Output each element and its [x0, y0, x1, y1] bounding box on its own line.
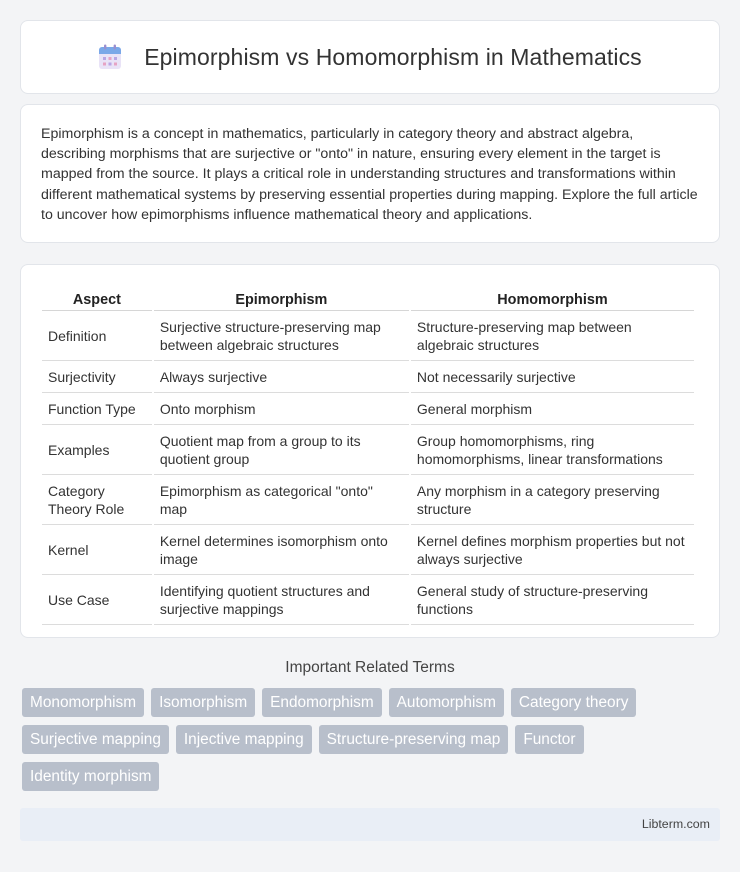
- cell-aspect: Category Theory Role: [42, 475, 152, 525]
- table-row: [42, 425, 694, 475]
- cell-homomorphism: General morphism: [411, 393, 694, 425]
- table-row: [42, 361, 694, 393]
- table-row: [42, 393, 694, 425]
- cell-homomorphism: Structure-preserving map between algebraic structures: [411, 311, 694, 361]
- footer: [20, 808, 720, 841]
- intro-card: [20, 104, 720, 243]
- table-row: [42, 575, 694, 625]
- cell-epimorphism: Onto morphism: [154, 393, 409, 425]
- related-terms-title: Important Related Terms: [285, 659, 455, 676]
- page-title: Epimorphism vs Homomorphism in Mathematics: [144, 43, 642, 70]
- cell-aspect: Function Type: [42, 393, 152, 425]
- footer-site-link[interactable]: Libterm.com: [641, 817, 710, 831]
- cell-epimorphism: Identifying quotient structures and surjective mappings: [154, 575, 409, 625]
- cell-epimorphism: Epimorphism as categorical "onto" map: [154, 475, 409, 525]
- comparison-card: [20, 264, 720, 638]
- cell-epimorphism: Quotient map from a group to its quotient group: [154, 425, 409, 475]
- cell-aspect: Examples: [42, 425, 152, 475]
- related-terms-list: [22, 688, 682, 791]
- related-tag[interactable]: Surjective mapping: [22, 725, 169, 754]
- table-row: [42, 525, 694, 575]
- cell-homomorphism: Any morphism in a category preserving structure: [411, 475, 694, 525]
- header-aspect: Aspect: [42, 285, 152, 311]
- calendar-icon: [98, 44, 122, 70]
- cell-epimorphism: Surjective structure-preserving map between algebraic structures: [154, 311, 409, 361]
- header-epimorphism: Epimorphism: [154, 285, 409, 311]
- cell-homomorphism: Kernel defines morphism properties but not always surjective: [411, 525, 694, 575]
- cell-aspect: Kernel: [42, 525, 152, 575]
- table-row: [42, 311, 694, 361]
- comparison-table: [40, 285, 696, 625]
- related-tag[interactable]: Injective mapping: [176, 725, 312, 754]
- cell-homomorphism: Group homomorphisms, ring homomorphisms, linear transformations: [411, 425, 694, 475]
- cell-aspect: Use Case: [42, 575, 152, 625]
- related-tag[interactable]: Endomorphism: [262, 688, 382, 717]
- related-tag[interactable]: Identity morphism: [22, 762, 159, 791]
- cell-epimorphism: Kernel determines isomorphism onto image: [154, 525, 409, 575]
- table-row: [42, 475, 694, 525]
- related-tag[interactable]: Isomorphism: [151, 688, 255, 717]
- related-tag[interactable]: Structure-preserving map: [319, 725, 509, 754]
- related-tag[interactable]: Functor: [515, 725, 583, 754]
- table-header-row: [42, 285, 694, 311]
- cell-homomorphism: Not necessarily surjective: [411, 361, 694, 393]
- related-tag[interactable]: Category theory: [511, 688, 637, 717]
- intro-text: Epimorphism is a concept in mathematics, particularly in category theory and abstract algebra, describing morphisms that are surjective or "onto" in nature, ensuring every element in the target is mapped from the source. It plays a critical role in understanding structures and transformations within different mathematical systems by preserving essential properties during mapping. Explore the full article to uncover how epimorphisms influence mathematical theory and applications.: [41, 126, 698, 223]
- related-tag[interactable]: Automorphism: [389, 688, 504, 717]
- cell-aspect: Surjectivity: [42, 361, 152, 393]
- cell-homomorphism: General study of structure-preserving functions: [411, 575, 694, 625]
- header-card: [20, 20, 720, 94]
- cell-epimorphism: Always surjective: [154, 361, 409, 393]
- related-tag[interactable]: Monomorphism: [22, 688, 144, 717]
- cell-aspect: Definition: [42, 311, 152, 361]
- header-homomorphism: Homomorphism: [411, 285, 694, 311]
